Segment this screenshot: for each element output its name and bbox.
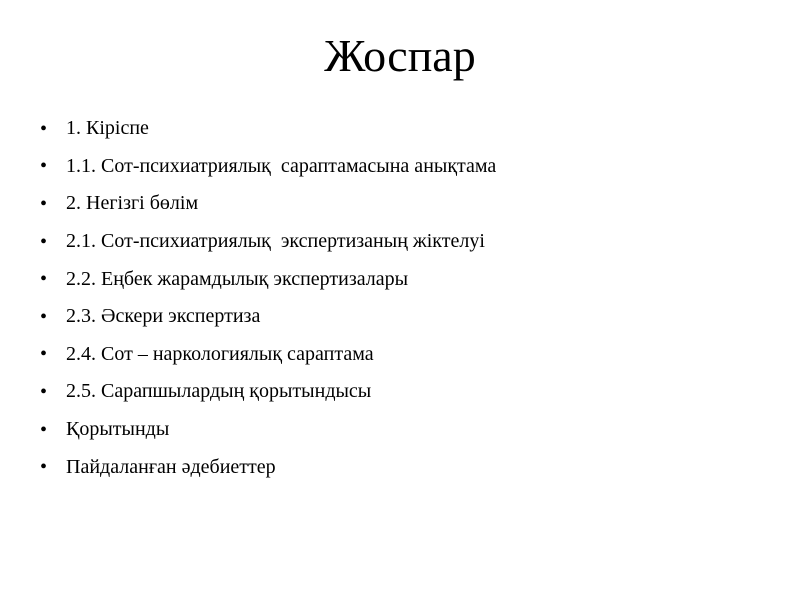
list-item <box>40 110 760 148</box>
list-item-text: 2.1. Сот-психиатриялық экспертизаның жіктелуі <box>66 230 485 253</box>
bullet-icon: • <box>40 305 48 328</box>
list-item-text: 1.1. Сот-психиатриялық сараптамасына анықтама <box>66 154 497 177</box>
list-item <box>40 448 760 486</box>
bullet-icon: • <box>40 418 48 441</box>
list-item <box>40 185 760 223</box>
list-item-text: Пайдаланған әдебиеттер <box>66 455 276 478</box>
list-item <box>40 373 760 411</box>
list-item-text: Қорытынды <box>66 418 170 441</box>
list-item <box>40 223 760 261</box>
bullet-icon: • <box>40 343 48 366</box>
list-item-text: 2. Негізгі бөлім <box>66 192 199 215</box>
list-item <box>40 148 760 186</box>
list-item-text: 2.3. Әскери экспертиза <box>66 305 261 328</box>
list-item <box>40 336 760 374</box>
bullet-icon: • <box>40 456 48 479</box>
bullet-icon: • <box>40 117 48 140</box>
bullet-icon: • <box>40 230 48 253</box>
list-item-text: 2.4. Сот – наркологиялық сараптама <box>66 342 374 365</box>
outline-list <box>40 110 760 486</box>
list-item <box>40 411 760 449</box>
slide-title: Жоспар <box>324 30 476 81</box>
bullet-icon: • <box>40 192 48 215</box>
bullet-icon: • <box>40 155 48 178</box>
list-item <box>40 298 760 336</box>
list-item <box>40 260 760 298</box>
bullet-icon: • <box>40 268 48 291</box>
list-item-text: 2.5. Сарапшылардың қорытындысы <box>66 380 372 403</box>
bullet-icon: • <box>40 380 48 403</box>
list-item-text: 1. Кіріспе <box>66 117 149 140</box>
list-item-text: 2.2. Еңбек жарамдылық экспертизалары <box>66 267 409 290</box>
